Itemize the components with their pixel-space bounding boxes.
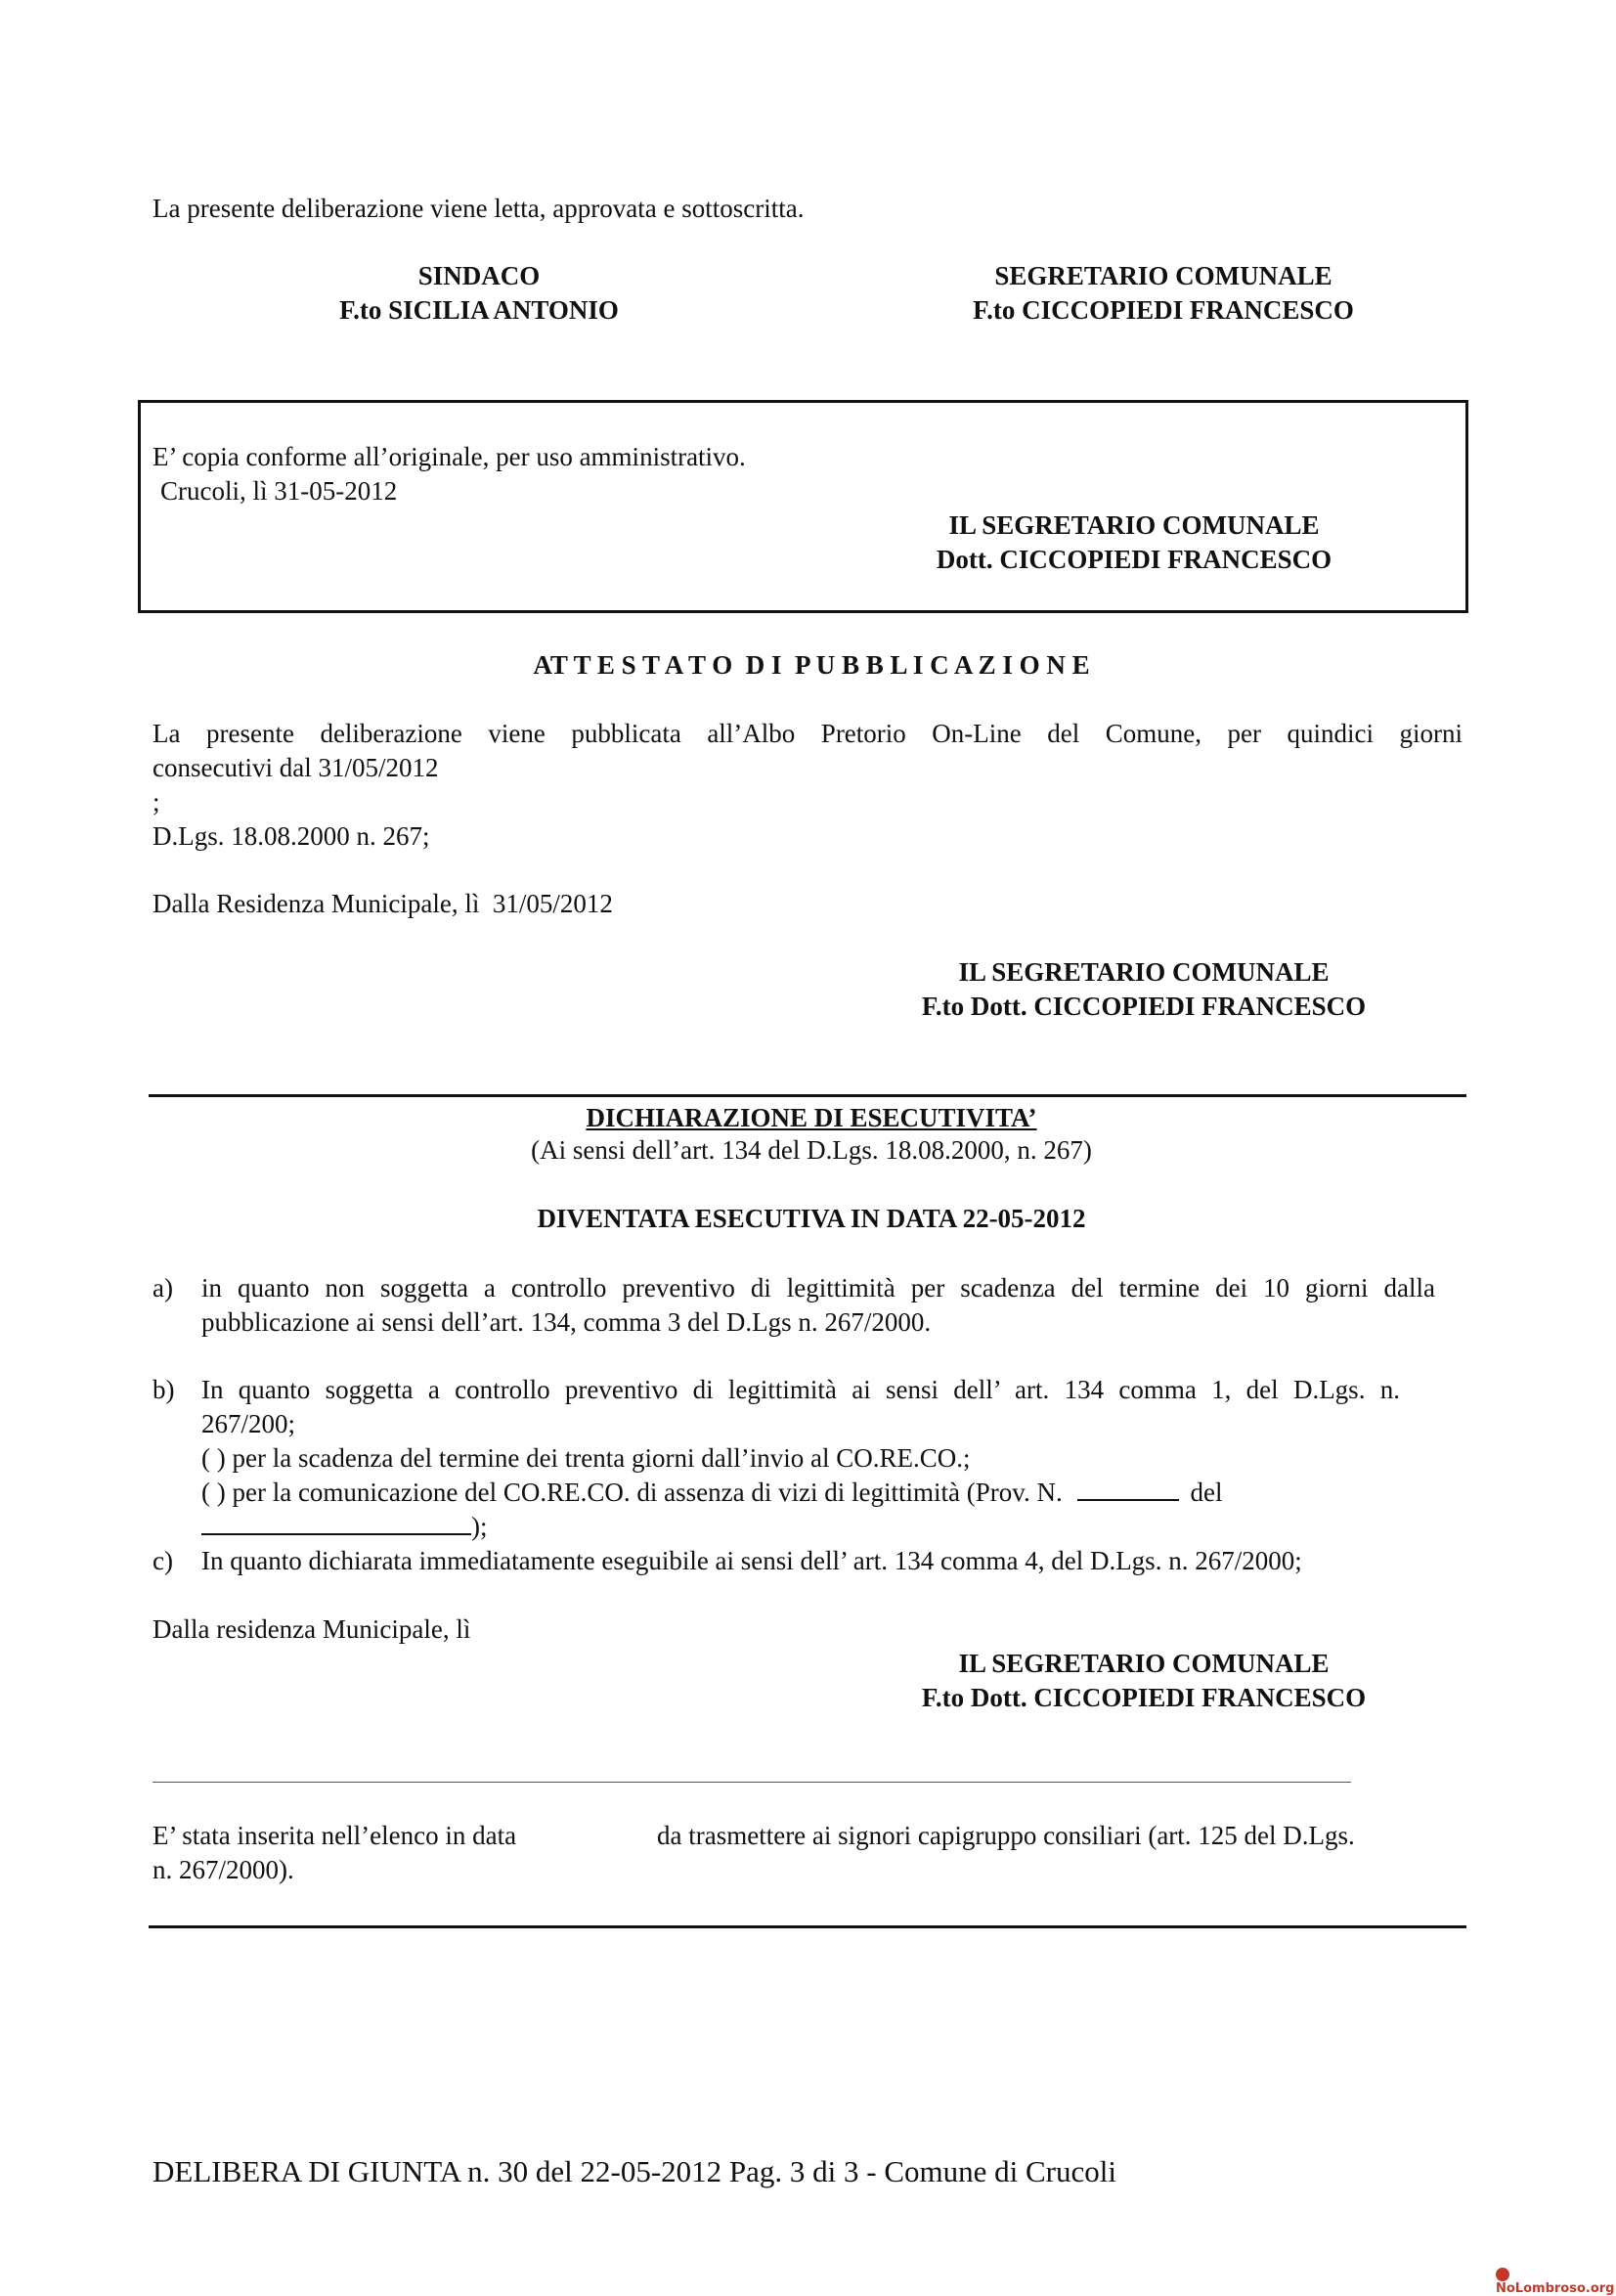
item-a-line1: in quanto non soggetta a controllo preventivo di legittimità per scadenza del termine dei 10 giorni dalla (201, 1273, 1435, 1303)
item-b-line1: In quanto soggetta a controllo preventivo di legittimità ai sensi dell’ art. 134 comma 1, del D.Lgs. n. (201, 1375, 1400, 1404)
watermark (1496, 2267, 1616, 2296)
item-b-date-line (201, 1510, 488, 1544)
publication-text-line3: ; (153, 787, 160, 817)
item-b-option2-del: del (1190, 1478, 1223, 1507)
item-b-option1: ( ) per la scadenza del termine dei trenta giorni dall’invio al CO.RE.CO.; (201, 1443, 971, 1473)
copy-signatory-name: Dott. CICCOPIEDI FRANCESCO (936, 545, 1332, 574)
executivity-date-heading: DIVENTATA ESECUTIVA IN DATA 22-05-2012 (537, 1204, 1086, 1233)
bottom-divider-line (149, 1925, 1466, 1928)
item-c-label: c) (153, 1546, 173, 1575)
publication-law-reference: D.Lgs. 18.08.2000 n. 267; (153, 821, 430, 851)
item-b-line2: 267/200; (201, 1409, 296, 1438)
secretary-name: F.to CICCOPIEDI FRANCESCO (973, 295, 1354, 325)
list-notice-line2: n. 267/2000). (153, 1855, 294, 1884)
copy-place-date: Crucoli, lì 31-05-2012 (160, 476, 398, 506)
publication-signatory-title: IL SEGRETARIO COMUNALE (958, 957, 1330, 987)
copy-conformity-text: E’ copia conforme all’originale, per uso amministrativo. (153, 442, 746, 471)
executivity-signatory-title: IL SEGRETARIO COMUNALE (958, 1649, 1330, 1678)
mayor-name: F.to SICILIA ANTONIO (339, 295, 619, 325)
executivity-signatory-name: F.to Dott. CICCOPIEDI FRANCESCO (921, 1683, 1367, 1712)
publication-heading: AT T E S T A T O D I P U B B L I C A Z I O N E (533, 650, 1090, 680)
watermark-logo-icon (1496, 2268, 1509, 2281)
item-b-label: b) (153, 1375, 175, 1404)
watermark-text: NoLombroso.org (1496, 2281, 1615, 2296)
item-c-line1: In quanto dichiarata immediatamente eseguibile ai sensi dell’ art. 134 comma 4, del D.Lgs. n. 267/2000; (201, 1546, 1302, 1575)
executivity-heading: DICHIARAZIONE DI ESECUTIVITA’ (586, 1103, 1037, 1132)
item-b-option2 (201, 1476, 1223, 1510)
copy-signatory-title: IL SEGRETARIO COMUNALE (948, 510, 1320, 540)
prov-number-blank (1077, 1478, 1179, 1501)
item-b-date-end: ); (471, 1512, 488, 1541)
item-b-option2-text: ( ) per la comunicazione del CO.RE.CO. di assenza di vizi di legittimità (Prov. N. (201, 1478, 1063, 1507)
date-blank (201, 1512, 471, 1535)
divider-line (149, 1094, 1466, 1097)
publication-signatory-name: F.to Dott. CICCOPIEDI FRANCESCO (921, 992, 1367, 1021)
executivity-place: Dalla residenza Municipale, lì (153, 1614, 471, 1644)
page-footer: DELIBERA DI GIUNTA n. 30 del 22-05-2012 Pag. 3 di 3 - Comune di Crucoli (153, 2154, 1116, 2188)
item-a-line2: pubblicazione ai sensi dell’art. 134, comma 3 del D.Lgs n. 267/2000. (201, 1307, 932, 1337)
publication-place-date: Dalla Residenza Municipale, lì 31/05/2012 (153, 889, 613, 918)
item-a-label: a) (153, 1273, 173, 1303)
list-notice-right: da trasmettere ai signori capigruppo consiliari (art. 125 del D.Lgs. (657, 1821, 1355, 1850)
secretary-title: SEGRETARIO COMUNALE (994, 261, 1332, 290)
approval-text: La presente deliberazione viene letta, approvata e sottoscritta. (153, 194, 805, 223)
executivity-subheading: (Ai sensi dell’art. 134 del D.Lgs. 18.08.2000, n. 267) (531, 1135, 1092, 1165)
publication-text-line2: consecutivi dal 31/05/2012 (153, 753, 439, 782)
thin-divider-line (153, 1782, 1351, 1783)
list-notice-left: E’ stata inserita nell’elenco in data (153, 1821, 517, 1850)
publication-text-line1: La presente deliberazione viene pubblicata all’Albo Pretorio On-Line del Comune, per quindici giorni (153, 719, 1463, 748)
mayor-title: SINDACO (417, 261, 541, 290)
